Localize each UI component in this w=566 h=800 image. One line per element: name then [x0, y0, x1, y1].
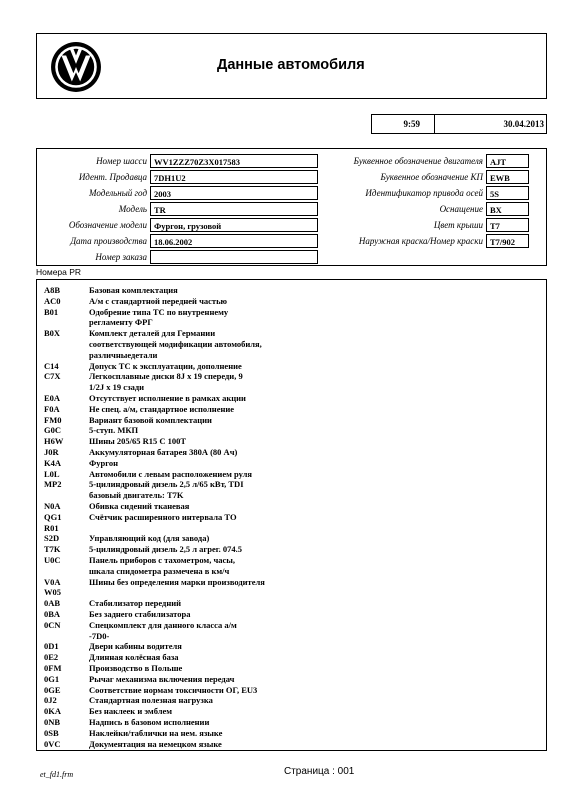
pr-line — [37, 469, 546, 480]
pr-description: Шины без определения марки производителя — [89, 576, 265, 587]
pr-description: Допуск ТС к эксплуатации, дополнение — [89, 360, 242, 371]
field-label: Оснащение — [439, 204, 483, 214]
vehicle-field-right — [327, 154, 548, 168]
pr-line — [37, 728, 546, 739]
field-value: 7DH1U2 — [150, 170, 318, 184]
pr-line — [37, 371, 546, 382]
pr-description: Одобрение типа ТС по внутреннему — [89, 306, 229, 317]
vehicle-field-right — [327, 218, 548, 232]
pr-code: 0VC — [44, 738, 61, 749]
field-value: WV1ZZZ70Z3X017583 — [150, 154, 318, 168]
pr-description: базовый двигатель: T7K — [89, 490, 184, 501]
pr-line — [37, 361, 546, 372]
pr-line — [37, 296, 546, 307]
vehicle-field-right — [327, 170, 548, 184]
timestamp-box — [371, 114, 547, 134]
pr-code: E0A — [44, 393, 61, 403]
pr-code: C7X — [44, 371, 61, 382]
pr-line — [37, 577, 546, 588]
pr-line — [37, 717, 546, 728]
pr-line — [37, 350, 546, 361]
pr-description: Базовая комплектация — [89, 285, 178, 295]
pr-line — [37, 566, 546, 577]
vehicle-field-right — [327, 186, 548, 200]
pr-line — [37, 339, 546, 350]
pr-line — [37, 544, 546, 555]
field-value: T7 — [486, 218, 529, 232]
pr-line — [37, 285, 546, 296]
vw-logo-icon — [50, 41, 102, 93]
pr-code: U0C — [44, 555, 61, 565]
field-label: Идент. Продавца — [78, 172, 147, 182]
field-label: Модельный год — [89, 188, 147, 198]
field-label: Модель — [118, 204, 147, 214]
pr-description: Обивка сидений тканевая — [89, 501, 190, 511]
field-label: Номер заказа — [95, 252, 147, 262]
pr-description: Автомобили с левым расположением руля — [89, 468, 253, 479]
footer-page-number: Страница : 001 — [284, 766, 355, 777]
field-label: Буквенное обозначение КП — [380, 172, 483, 182]
pr-line — [37, 512, 546, 523]
pr-description: соответствующей модификации автомобиля, — [89, 339, 262, 349]
field-value — [150, 250, 318, 264]
pr-line — [37, 652, 546, 663]
field-value: 5S — [486, 186, 529, 200]
pr-section-title: Номера PR — [36, 267, 82, 277]
pr-description: Без заднего стабилизатора — [89, 609, 191, 619]
pr-description: 1/2J x 19 сзади — [89, 382, 145, 393]
pr-code: QG1 — [44, 511, 62, 522]
time-value: 9:59 — [403, 119, 420, 129]
pr-line — [37, 663, 546, 674]
pr-line — [37, 447, 546, 458]
pr-description: 5-ступ. МКП — [89, 425, 139, 436]
pr-line — [37, 641, 546, 652]
pr-description: различныедетали — [89, 349, 158, 360]
pr-code: AC0 — [44, 295, 61, 306]
pr-code: B01 — [44, 306, 59, 317]
page-title: Данные автомобиля — [217, 57, 365, 73]
pr-description: Вариант базовой комплектации — [89, 414, 212, 425]
field-label: Дата производства — [70, 236, 147, 246]
pr-code: G0C — [44, 425, 61, 436]
pr-description: Длинная колёсная база — [89, 652, 179, 663]
pr-description: Легкосплавные диски 8J x 19 спереди, 9 — [89, 371, 243, 382]
pr-line — [37, 317, 546, 328]
pr-code: K4A — [44, 457, 61, 468]
pr-line — [37, 415, 546, 426]
pr-code: V0A — [44, 576, 61, 587]
field-value: T7/902 — [486, 234, 529, 248]
field-label: Цвет крыши — [433, 220, 483, 230]
pr-description: 5-цилиндровый дизель 2,5 л/65 кВт, TDI — [89, 479, 244, 490]
field-value: 2003 — [150, 186, 318, 200]
vehicle-field-left — [37, 186, 327, 200]
field-value: EWB — [486, 170, 529, 184]
pr-description: Аккумуляторная батарея 380А (80 Ач) — [89, 447, 238, 457]
pr-code: L0L — [44, 468, 60, 479]
pr-description: Наклейки/таблички на нем. языке — [89, 727, 223, 738]
vehicle-field-left — [37, 154, 327, 168]
vehicle-field-right — [327, 234, 548, 248]
field-label: Буквенное обозначение двигателя — [353, 156, 483, 166]
pr-code: B0X — [44, 328, 61, 339]
pr-code: FM0 — [44, 414, 62, 425]
pr-line — [37, 307, 546, 318]
field-label: Номер шасси — [96, 156, 147, 166]
pr-code: 0BA — [44, 609, 61, 619]
pr-code: 0D1 — [44, 641, 59, 652]
pr-line — [37, 479, 546, 490]
field-value: 18.06.2002 — [150, 234, 318, 248]
pr-line — [37, 436, 546, 447]
pr-line — [37, 706, 546, 717]
pr-description: А/м с стандартной передней частью — [89, 295, 228, 306]
pr-line — [37, 587, 546, 598]
pr-description: Панель приборов с тахометром, часы, — [89, 555, 236, 565]
pr-code: F0A — [44, 403, 60, 414]
pr-line — [37, 674, 546, 685]
pr-description: шкала спидометра размечена в км/ч — [89, 565, 230, 576]
pr-code: 0SB — [44, 727, 59, 738]
pr-code: H6W — [44, 436, 64, 447]
vehicle-field-left — [37, 250, 327, 264]
pr-codes-box — [36, 279, 547, 751]
document-header — [36, 33, 547, 99]
field-value: Фургон, грузовой — [150, 218, 318, 232]
date-value: 30.04.2013 — [503, 119, 544, 129]
pr-description: Комплект деталей для Германии — [89, 328, 216, 339]
pr-description: Фургон — [89, 457, 119, 468]
pr-description: Отсутствует исполнение в рамках акции — [89, 393, 246, 403]
pr-description: Надпись в базовом исполнении — [89, 717, 210, 727]
vehicle-field-left — [37, 218, 327, 232]
pr-line — [37, 523, 546, 534]
field-value: TR — [150, 202, 318, 216]
pr-code: N0A — [44, 501, 61, 511]
pr-code: R01 — [44, 522, 59, 533]
pr-code: A8B — [44, 285, 61, 295]
pr-description: Стабилизатор передний — [89, 598, 182, 609]
pr-code: 0G1 — [44, 673, 60, 684]
field-label: Обозначение модели — [68, 220, 147, 230]
pr-line — [37, 501, 546, 512]
pr-description: Без наклеек и эмблем — [89, 706, 173, 717]
pr-description: Двери кабины водителя — [89, 641, 182, 652]
pr-line — [37, 609, 546, 620]
pr-description: Стандартная полезная нагрузка — [89, 695, 213, 706]
pr-description: Соответствие нормам токсичности ОГ, EU3 — [89, 684, 258, 695]
pr-description: 5-цилиндровый дизель 2,5 л агрег. 074.5 — [89, 544, 243, 555]
pr-line — [37, 695, 546, 706]
pr-code: 0AB — [44, 598, 61, 609]
pr-description: Производство в Польше — [89, 663, 183, 673]
pr-code: J0R — [44, 447, 59, 457]
field-label: Идентификатор привода осей — [365, 188, 483, 198]
pr-code: C14 — [44, 360, 59, 371]
vehicle-field-left — [37, 234, 327, 248]
pr-line — [37, 685, 546, 696]
pr-code: 0E2 — [44, 652, 59, 663]
pr-line — [37, 328, 546, 339]
pr-description: регламенту ФРГ — [89, 317, 153, 328]
vehicle-data-box — [36, 148, 547, 266]
field-label: Наружная краска/Номер краски — [358, 236, 483, 246]
pr-line — [37, 620, 546, 631]
pr-line — [37, 393, 546, 404]
pr-line — [37, 458, 546, 469]
pr-description: Счётчик расширенного интервала ТО — [89, 511, 237, 522]
pr-line — [37, 555, 546, 566]
pr-line — [37, 631, 546, 642]
pr-description: -7D0- — [89, 630, 110, 641]
field-value: BX — [486, 202, 529, 216]
footer-file-name: et_fd1.frm — [40, 770, 74, 779]
pr-description: Спецкомплект для данного класса а/м — [89, 619, 237, 630]
pr-line — [37, 490, 546, 501]
pr-code: 0CN — [44, 619, 61, 630]
field-value: AJT — [486, 154, 529, 168]
pr-code: MP2 — [44, 479, 62, 490]
pr-line — [37, 404, 546, 415]
pr-description: Рычаг механизма включения передач — [89, 673, 235, 684]
pr-description: Шины 205/65 R15 C 100T — [89, 436, 187, 447]
pr-line — [37, 533, 546, 544]
pr-code: 0GE — [44, 684, 61, 695]
pr-description: Управляющий код (для завода) — [89, 533, 210, 544]
pr-code: 0J2 — [44, 695, 57, 706]
pr-code: 0KA — [44, 706, 61, 717]
pr-code: 0FM — [44, 663, 62, 673]
pr-code: S2D — [44, 533, 60, 544]
pr-code: 0NB — [44, 717, 61, 727]
pr-code: W05 — [44, 587, 61, 598]
pr-line — [37, 598, 546, 609]
vehicle-field-left — [37, 202, 327, 216]
pr-description: Не спец. а/м, стандартное исполнение — [89, 403, 235, 414]
pr-code: T7K — [44, 544, 61, 555]
pr-line — [37, 382, 546, 393]
vehicle-field-right — [327, 202, 548, 216]
pr-line — [37, 739, 546, 750]
vehicle-field-left — [37, 170, 327, 184]
pr-line — [37, 425, 546, 436]
pr-description: Документация на немецком языке — [89, 738, 222, 749]
